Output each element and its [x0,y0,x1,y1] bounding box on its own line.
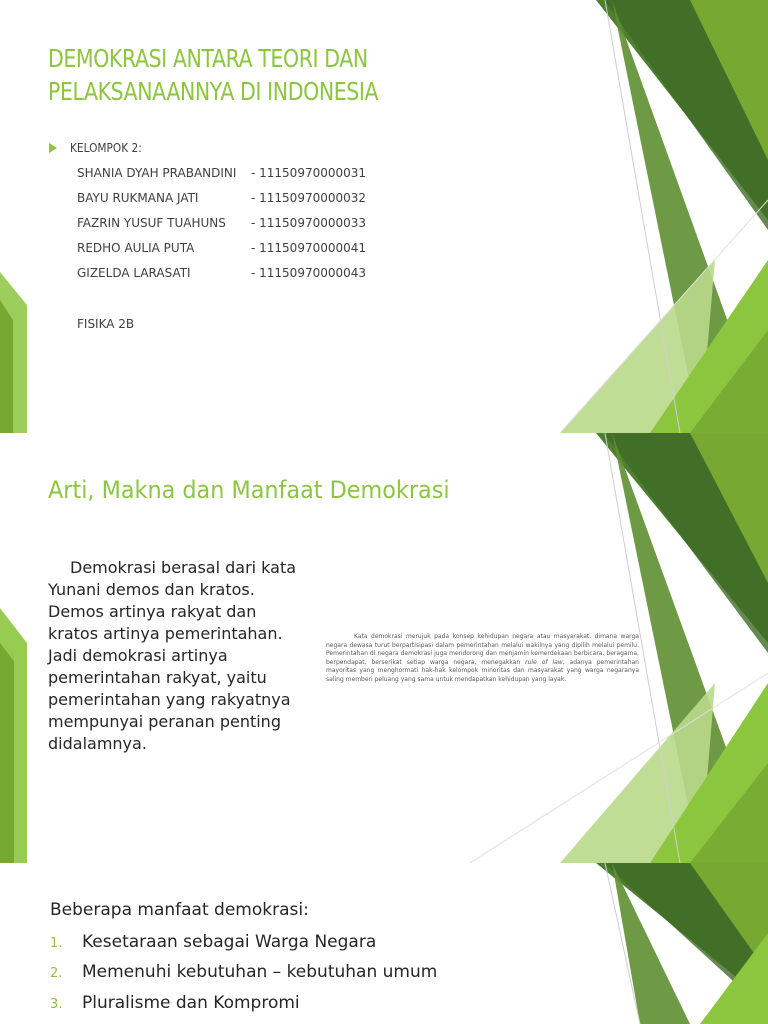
list-text: Memenuhi kebutuhan – kebutuhan umum [82,962,438,982]
list-number: 3. [50,997,63,1012]
definition-paragraph: Demokrasi berasal dari kata Yunani demos dan kratos. Demos artinya rakyat dan kratos artinya pemerintahan. Jadi demokrasi artinya pemerintahan rakyat, yaitu pemerintahan yang rakyatnya mempunyai peranan penting didalamnya. [48,558,297,753]
member-nim: - 11150970000032 [251,191,367,205]
member-name: REDHO AULIA PUTA [77,241,195,255]
member-nim: - 11150970000043 [251,266,367,280]
list-number: 2. [50,966,63,981]
title-line-1: DEMOKRASI ANTARA TEORI DAN [48,44,368,73]
member-name: GIZELDA LARASATI [77,266,191,280]
member-name: FAZRIN YUSUF TUAHUNS [77,216,226,230]
list-number: 1. [50,936,63,951]
member-nim: - 11150970000041 [251,241,367,255]
group-label: KELOMPOK 2: [70,141,142,155]
slide-1 [0,0,768,433]
bullet-arrow-icon [49,143,57,153]
list-item [50,962,437,982]
list-item [50,932,376,952]
list-item [50,993,300,1013]
member-nim: - 11150970000033 [251,216,367,230]
member-row [77,191,366,205]
member-row [77,166,366,180]
detail-text-part-1: Kata demokrasi merujuk pada konsep kehidupan negara atau masyarakat, dimana warga negara dewasa turut berpartisipasi dalam pemerintahan melalui wakilnya yang dipilih melalui pemilu. Pemerintahan di negara demokrasi juga mendorong dan menjamin kemerdekaan berbicara, beragama, berpendapat, berserikat setiap warga negara, menegakkan [326,633,639,666]
slide-3 [0,863,768,1024]
detail-text-part-2: , adanya pemerintahan mayoritas yang menghormati hak-hak kelompok minoritas dan masyarakat yang warga negaranya saling memberi peluang yang sama untuk mendapatkan kehidupan yang layak. [326,658,639,683]
member-name: SHANIA DYAH PRABANDINI [77,166,237,180]
member-row [77,266,366,280]
member-name: BAYU RUKMANA JATI [77,191,199,205]
slide-1-title [48,42,474,108]
detail-text-italic: rule of law [525,658,563,666]
member-nim: - 11150970000031 [251,166,367,180]
member-row [77,216,366,230]
class-label: FISIKA 2B [77,317,135,331]
detail-paragraph [326,633,639,685]
benefits-heading: Beberapa manfaat demokrasi: [50,900,309,920]
list-text: Pluralisme dan Kompromi [82,993,300,1013]
slide-2 [0,433,768,863]
member-row [77,241,366,255]
list-text: Kesetaraan sebagai Warga Negara [82,932,377,952]
slide-2-title: Arti, Makna dan Manfaat Demokrasi [48,476,450,504]
title-line-2: PELAKSANAANNYA DI INDONESIA [48,77,379,106]
